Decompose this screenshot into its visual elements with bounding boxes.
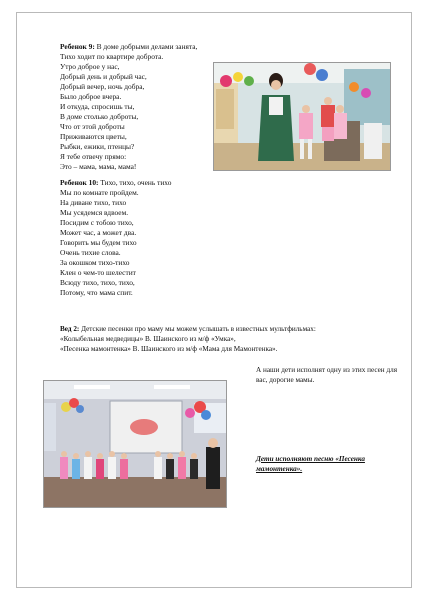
- lead-first-line: [60, 324, 400, 334]
- photo-teacher-image: [214, 63, 390, 170]
- photo-children-singing: [43, 380, 227, 508]
- poem-line: Мы усядемся вдвоем.: [60, 208, 129, 217]
- lead-line: «Песенка мамонтенка» В. Шаинского из м/ф «Мама для Мамонтенка».: [60, 345, 278, 353]
- photo-singing-image: [44, 381, 226, 507]
- poem-line: Приживаются цветы,: [60, 132, 127, 141]
- poem-line: И откуда, спросишь ты,: [60, 102, 135, 111]
- poem-line: Это – мама, мама, мама!: [60, 162, 137, 171]
- poem-line: Может час, а может два.: [60, 228, 137, 237]
- speaker-label: Ребенок 10:: [60, 178, 99, 187]
- poem-line: Тихо, тихо, очень тихо: [98, 178, 172, 187]
- speaker-label: Вед 2:: [60, 325, 80, 333]
- poem-line: На диване тихо, тихо: [60, 198, 127, 207]
- poem-child-10: [60, 178, 171, 298]
- poem-line: Тихо ходит по квартире доброта.: [60, 52, 164, 61]
- host-2-paragraph: [60, 324, 400, 354]
- poem-line: Всюду тихо, тихо, тихо,: [60, 278, 135, 287]
- poem-line: Мы по комнате пройдем.: [60, 188, 139, 197]
- poem-child-9: [60, 42, 197, 172]
- side-note-performance: А наши дети исполнят одну из этих песен для вас, дорогие мамы.: [256, 366, 397, 384]
- poem-line: Потому, что мама спит.: [60, 288, 133, 297]
- poem-line: Что от этой доброты: [60, 122, 125, 131]
- lead-line: «Колыбельная медведицы» В. Шаинского из м/ф «Умка»,: [60, 335, 236, 343]
- poem-line: Добрый вечер, ночь добра,: [60, 82, 145, 91]
- photo-teacher-with-children: [213, 62, 391, 171]
- poem-line: Рыбки, ежики, птенцы?: [60, 142, 135, 151]
- speaker-label: Ребенок 9:: [60, 42, 95, 51]
- poem-line: Утро доброе у нас,: [60, 62, 120, 71]
- poem-line: Добрый день и добрый час,: [60, 72, 147, 81]
- poem-line: Клен о чем-то шелестит: [60, 268, 136, 277]
- poem-line: За окошком тихо-тихо: [60, 258, 130, 267]
- poem-line: В доме добрыми делами занята,: [94, 42, 198, 51]
- poem-line: Говорить мы будем тихо: [60, 238, 137, 247]
- poem-line: В доме столько доброты,: [60, 112, 139, 121]
- lead-line: Детские песенки про маму мы можем услышать в известных мультфильмах:: [79, 325, 316, 333]
- stage-direction: Дети исполняют песню «Песенка мамонтенка».: [256, 455, 365, 473]
- poem-first-line: [60, 42, 197, 52]
- poem-line: Я тебе отвечу прямо:: [60, 152, 127, 161]
- poem-line: Было доброе вчера.: [60, 92, 122, 101]
- poem-first-line: [60, 178, 171, 188]
- poem-line: Очень тихие слова.: [60, 248, 121, 257]
- poem-line: Посидим с тобою тихо,: [60, 218, 134, 227]
